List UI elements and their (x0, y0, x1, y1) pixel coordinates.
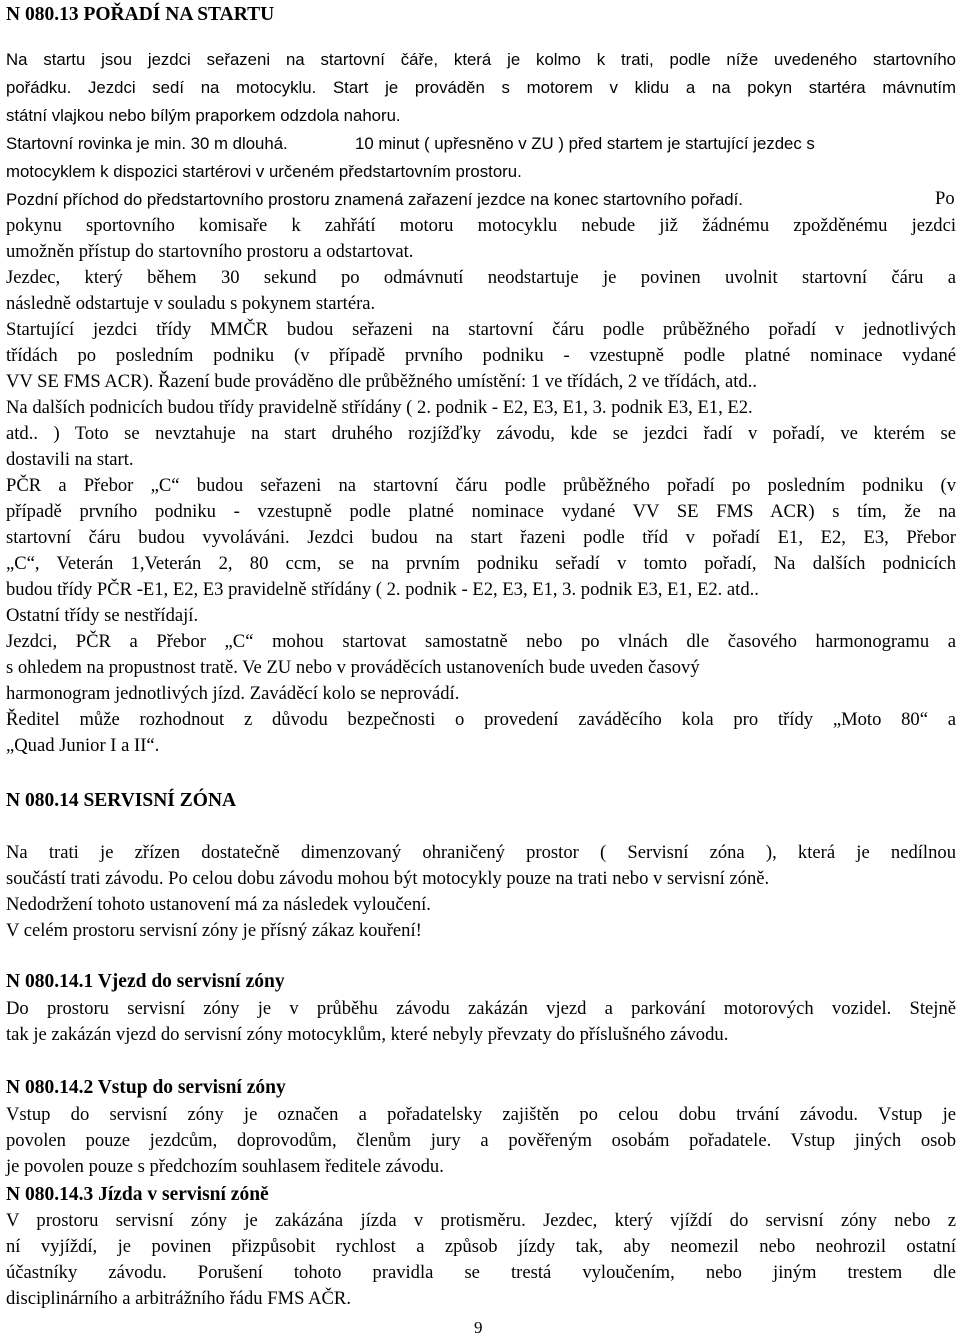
text-line: V prostoru servisní zóny je zakázána jízda v protisměru. Jezdec, který vjíždí do servisní zóny nebo z (6, 1210, 956, 1231)
text-line: atd.. ) Toto se nevztahuje na start druhého rozjížďky závodu, kde se jezdci řadí v pořadí, ve kterém se (6, 423, 956, 444)
text-line: PČR a Přebor „C“ budou seřazeni na startovní čáru podle průběžného pořadí po posledním podniku (v (6, 475, 956, 496)
text-line: dostavili na start. (6, 449, 134, 470)
text-line: „Quad Junior I a II“. (6, 735, 160, 756)
text-line: Na trati je zřízen dostatečně dimenzovaný ohraničený prostor ( Servisní zóna ), která je nedílnou (6, 842, 956, 863)
text-line: Pozdní příchod do předstartovního prostoru znamená zařazení jezdce na konec startovního pořadí. (6, 190, 743, 209)
text-line: budou třídy PČR -E1, E2, E3 pravidelně střídány ( 2. podnik - E2, E3, E1, 3. podnik E3, E1, E2. atd.. (6, 579, 759, 600)
text-line: povolen pouze jezdcům, doprovodům, členům jury a pověřeným osobám pořadatele. Vstup jiných osob (6, 1130, 956, 1151)
text-line: disciplinárního a arbitrážního řádu FMS AČR. (6, 1288, 351, 1309)
text-line: Startující jezdci třídy MMČR budou seřazeni na startovní čáru podle průběžného pořadí v jednotlivých (6, 319, 956, 340)
text-line: Do prostoru servisní zóny je v průběhu závodu zakázán vjezd a parkování motorových vozidel. Stejně (6, 998, 956, 1019)
text-line: pokynu sportovního komisaře k zahřátí motoru motocyklu nebude již žádnému zpožděnému jezdci (6, 215, 956, 236)
text-line: účastníky závodu. Porušení tohoto pravidla se trestá vyloučením, nebo jiným trestem dle (6, 1262, 956, 1283)
text-line: Startovní rovinka je min. 30 m dlouhá. (6, 134, 288, 153)
subsection-heading-access: N 080.14.2 Vstup do servisní zóny (6, 1077, 286, 1098)
text-line: Na startu jsou jezdci seřazeni na startovní čáře, která je kolmo k trati, podle níže uvedeného startovního (6, 50, 956, 69)
text-line: součástí trati závodu. Po celou dobu závodu mohou být motocykly pouze na trati nebo v servisní zóně. (6, 868, 770, 889)
text-line: Na dalších podnicích budou třídy pravidelně střídány ( 2. podnik - E2, E3, E1, 3. podnik E3, E1, E2. (6, 397, 753, 418)
subsection-heading-entry: N 080.14.1 Vjezd do servisní zóny (6, 971, 285, 992)
section-heading-starting-order: N 080.13 POŘADÍ NA STARTU (6, 4, 275, 25)
text-line: případě prvního podniku - vzestupně podle platné nominace vydané VV SE FMS ACR) s tím, že na (6, 501, 956, 522)
text-line: Ostatní třídy se nestřídají. (6, 605, 199, 626)
text-line: Ředitel může rozhodnout z důvodu bezpečnosti o provedení zaváděcího kola pro třídy „Moto 80“ a (6, 709, 956, 730)
text-line: je povolen pouze s předchozím souhlasem ředitele závodu. (6, 1156, 444, 1177)
text-line: pořádku. Jezdci sedí na motocyklu. Start je prováděn s motorem v klidu a na pokyn startéra mávnutím (6, 78, 956, 97)
text-line: umožněn přístup do startovního prostoru a odstartovat. (6, 241, 414, 262)
subsection-heading-riding: N 080.14.3 Jízda v servisní zóně (6, 1184, 269, 1205)
text-line: s ohledem na propustnost tratě. Ve ZU nebo v prováděcích ustanoveních bude uveden časový (6, 657, 700, 678)
text-line: „C“, Veterán 1,Veterán 2, 80 ccm, se na prvním podniku seřadí v tomto pořadí, Na dalších podnicích (6, 553, 956, 574)
text-line: V celém prostoru servisní zóny je přísný zákaz kouření! (6, 920, 422, 941)
text-line: státní vlajkou nebo bílým praporkem odzdola nahoru. (6, 106, 401, 125)
text-line: harmonogram jednotlivých jízd. Zaváděcí kolo se neprovádí. (6, 683, 460, 704)
text-line: třídách po posledním podniku (v případě prvního podniku - vzestupně podle platné nominace vydané (6, 345, 956, 366)
text-line: tak je zakázán vjezd do servisní zóny motocyklům, které nebyly převzaty do příslušného závodu. (6, 1024, 729, 1045)
text-line: startovní čáru budou vyvoláváni. Jezdci budou na start řazeni podle tříd v pořadí E1, E2, E3, Přebor (6, 527, 956, 548)
text-line: Jezdec, který během 30 sekund po odmávnutí neodstartuje je povinen uvolnit startovní čáru a (6, 267, 956, 288)
text-line: Jezdci, PČR a Přebor „C“ mohou startovat samostatně nebo po vlnách dle časového harmonogramu a (6, 631, 956, 652)
text-line: Vstup do servisní zóny je označen a pořadatelsky zajištěn po celou dobu trvání závodu. Vstup je (6, 1104, 956, 1125)
text-line: motocyklem k dispozici startérovi v určeném předstartovním prostoru. (6, 162, 522, 181)
text-line: následně odstartuje v souladu s pokynem startéra. (6, 293, 376, 314)
section-heading-service-zone: N 080.14 SERVISNÍ ZÓNA (6, 790, 237, 811)
text-line: Nedodržení tohoto ustanovení má za následek vyloučení. (6, 894, 431, 915)
text-line: Po (935, 188, 955, 209)
page-number: 9 (474, 1318, 483, 1337)
text-line: 10 minut ( upřesněno v ZU ) před startem je startující jezdec s (355, 134, 815, 153)
text-line: ní vyjíždí, je povinen přizpůsobit rychlost a způsob jízdy tak, aby neomezil nebo neohrozil ostatní (6, 1236, 956, 1257)
text-line: VV SE FMS ACR). Řazení bude prováděno dle průběžného umístění: 1 ve třídách, 2 ve třídách, atd.. (6, 371, 758, 392)
